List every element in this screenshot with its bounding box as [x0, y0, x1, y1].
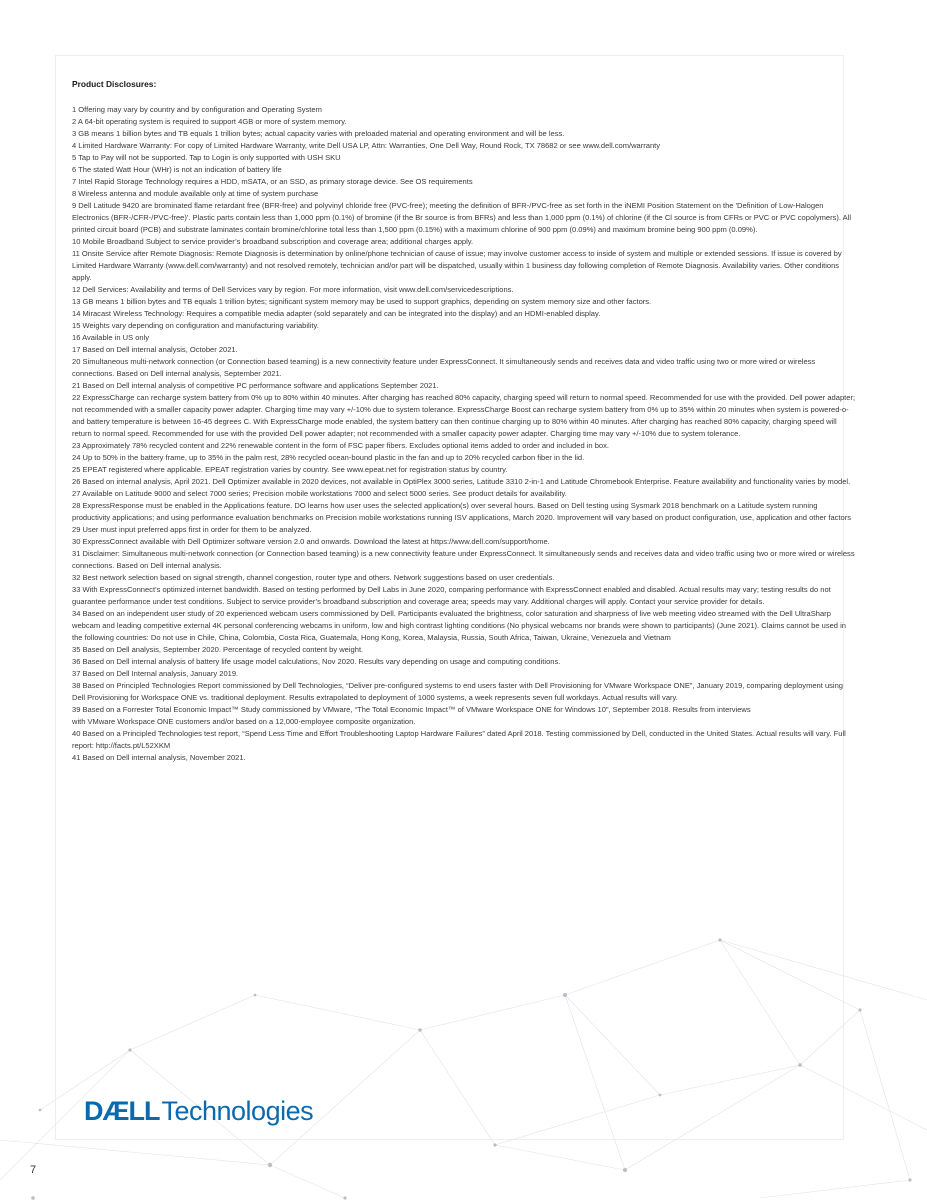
- disclosure-note: 11 Onsite Service after Remote Diagnosis: Remote Diagnosis is determination by online/phone technician of cause of issue; may involve customer access to inside of system and multiple or extended sessions. If issue is covered by Limited Hardware Warranty (www.dell.com/warranty) and not resolved remotely, technician and/or part will be dispatched, usually within 1 business day following completion of Remote Diagnosis. Availability varies. Other conditions apply.: [72, 249, 842, 282]
- disclosure-note: 14 Miracast Wireless Technology: Requires a compatible media adapter (sold separately and can be integrated into the display) and an HDMI-enabled display.: [72, 309, 601, 318]
- disclosure-note: 38 Based on Principled Technologies Report commissioned by Dell Technologies, “Deliver pre-configured systems to end users faster with Dell Provisioning for VMware Workspace ONE”, January 2019, comparing deployment using Dell Provisioning for Workspace ONE vs. traditional deployment. Results extrapolated to deployment of 1000 systems, a week represents seven full workdays. Actual results will vary.: [72, 681, 843, 702]
- disclosure-note: 15 Weights vary depending on configuration and manufacturing variability.: [72, 321, 319, 330]
- disclosure-note: 3 GB means 1 billion bytes and TB equals 1 trillion bytes; actual capacity varies with preloaded material and operating environment and will be less.: [72, 129, 565, 138]
- disclosures-list: [72, 104, 857, 764]
- disclosure-note: 2 A 64-bit operating system is required to support 4GB or more of system memory.: [72, 117, 347, 126]
- disclosure-note: 30 ExpressConnect available with Dell Optimizer software version 2.0 and onwards. Download the latest at https://www.dell.com/support/home.: [72, 537, 550, 546]
- dell-technologies-logo: [84, 1093, 313, 1129]
- disclosure-note: 16 Available in US only: [72, 333, 150, 342]
- disclosure-note: 20 Simultaneous multi-network connection (or Connection based teaming) is a new connectivity feature under ExpressConnect. It simultaneously sends and receives data and video traffic using two or more wired or wireless connections. Based on Dell internal analysis, September 2021.: [72, 357, 816, 378]
- disclosure-note: 33 With ExpressConnect’s optimized internet bandwidth. Based on testing performed by Dell Labs in June 2020, comparing performance with ExpressConnect enabled and disabled. Actual results may vary; testing results do not guarantee performance under test conditions. Subject to service provider’s broadband subscription and coverage area; speeds may vary. Additional charges will apply. Contact your service provider for details.: [72, 585, 831, 606]
- disclosure-note: 24 Up to 50% in the battery frame, up to 35% in the palm rest, 28% recycled ocean-bound plastic in the fan and up to 20% recycled carbon fiber in the lid.: [72, 453, 585, 462]
- disclosure-note: 41 Based on Dell internal analysis, November 2021.: [72, 753, 246, 762]
- logo-dell-wordmark: DÆLL: [84, 1095, 160, 1126]
- disclosure-note: 40 Based on a Principled Technologies test report, “Spend Less Time and Effort Troubleshooting Laptop Hardware Failures” dated April 2018. Testing commissioned by Dell, conducted in the United States. Actual results will vary. Full report: http://facts.pt/L52XKM: [72, 729, 846, 750]
- disclosure-note: 25 EPEAT registered where applicable. EPEAT registration varies by country. See www.epeat.net for registration status by country.: [72, 465, 508, 474]
- disclosure-note: 10 Mobile Broadband Subject to service provider’s broadband subscription and coverage area; additional charges apply.: [72, 237, 474, 246]
- disclosure-note: 1 Offering may vary by country and by configuration and Operating System: [72, 105, 322, 114]
- disclosure-note: 27 Available on Latitude 9000 and select 7000 series; Precision mobile workstations 7000 and select 5000 series. See product details for availability.: [72, 489, 567, 498]
- disclosure-note: 13 GB means 1 billion bytes and TB equals 1 trillion bytes; significant system memory may be used to support graphics, depending on system memory size and other factors.: [72, 297, 652, 306]
- disclosure-note: 29 User must input preferred apps first in order for them to be analyzed.: [72, 525, 312, 534]
- disclosure-note: 17 Based on Dell internal analysis, October 2021.: [72, 345, 238, 354]
- disclosure-note: 37 Based on Dell Internal analysis, January 2019.: [72, 669, 239, 678]
- network-background-graphic: [0, 880, 927, 1200]
- page-number: 7: [30, 1164, 37, 1176]
- logo-technologies-wordmark: Technologies: [161, 1095, 314, 1126]
- disclosure-note: 35 Based on Dell analysis, September 2020. Percentage of recycled content by weight.: [72, 645, 364, 654]
- disclosure-note: 28 ExpressResponse must be enabled in the Applications feature. DO learns how user uses the selected application(s) over several hours. Based on Dell testing using Sysmark 2018 benchmark on a Latitude system running productivity applications; and using performance evaluation benchmarks on Precision mobile workstations running ISV applications, March 2020. Improvement will vary based on product configuration, use, application and other factors: [72, 501, 852, 522]
- disclosure-note: 23 Approximately 78% recycled content and 22% renewable content in the form of FSC paper fibers. Excludes optional items added to order and included in box.: [72, 441, 609, 450]
- disclosure-note: with VMware Workspace ONE customers and/or based on a 12,000-employee composite organization.: [72, 717, 416, 726]
- product-disclosures: [72, 79, 857, 764]
- disclosure-note: 34 Based on an independent user study of 20 experienced webcam users commissioned by Dell. Participants evaluated the brightness, color saturation and sharpness of live web meeting video streamed with the Dell UltraSharp webcam and leading competitive external 4K personal conferencing webcams in uniform, low and high contrast lighting conditions (No physical webcams nor brands were shown to participants) (June 2021). Claims cannot be used in the following countries: Do not use in Chile, China, Colombia, Costa Rica, Guatemala, Hong Kong, Korea, Malaysia, Russia, South Africa, Taiwan, Ukraine, Venezuela and Vietnam: [72, 609, 846, 642]
- disclosure-note: 26 Based on internal analysis, April 2021. Dell Optimizer available in 2020 devices, not available in OptiPlex 3000 series, Latitude 3310 2-in-1 and Latitude Chromebook Enterprise. Feature availability and functionality varies by model.: [72, 477, 851, 486]
- disclosure-note: 4 Limited Hardware Warranty: For copy of Limited Hardware Warranty, write Dell USA LP, Attn: Warranties, One Dell Way, Round Rock, TX 78682 or see www.dell.com/warranty: [72, 141, 661, 150]
- disclosure-note: 9 Dell Latitude 9420 are brominated flame retardant free (BFR-free) and polyvinyl chloride free (PVC-free); meeting the definition of BFR-/PVC-free as set forth in the iNEMI Position Statement on the 'Definition of Low-Halogen Electronics (BFR-/CFR-/PVC-free)'. Plastic parts contain less than 1,000 ppm (0.1%) of bromine (if the Br source is from BFRs) and less than 1,000 ppm (0.1%) of chlorine (if the Cl source is from CFRs or PVC or PVC copolymers). All printed circuit board (PCB) and substrate laminates contain bromine/chlorine total less than 1,500 ppm (0.15%) with a maximum chlorine of 900 ppm (0.09%) and maximum bromine being 900 ppm (0.09%).: [72, 201, 852, 234]
- disclosure-note: 22 ExpressCharge can recharge system battery from 0% up to 80% within 40 minutes. After charging has reached 80% capacity, charging speed will return to normal speed. Recommended for use with the provided. Dell power adapter; not recommended with a smaller capacity power adapter. Charging time may vary +/-10% due to system tolerance. ExpressCharge Boost can recharge system battery from 0% up to 35% within 20 minutes when system is powered-o- and battery temperature is between 16-45 degrees C. With ExpressCharge mode enabled, the system battery can then continue charging up to 80% within 40 minutes. After charging has reached 80% capacity, charging speed will return to normal speed. Recommended for use with the provided Dell power adapter; not recommended with a smaller capacity power adapter. Charging time may vary +/-10% due to system tolerance.: [72, 393, 856, 438]
- disclosure-note: 39 Based on a Forrester Total Economic Impact™ Study commissioned by VMware, “The Total Economic Impact™ of VMware Workspace ONE for Windows 10”, September 2018. Results from interviews: [72, 705, 751, 714]
- disclosure-note: 7 Intel Rapid Storage Technology requires a HDD, mSATA, or an SSD, as primary storage device. See OS requirements: [72, 177, 473, 186]
- disclosure-note: 12 Dell Services: Availability and terms of Dell Services vary by region. For more information, visit www.dell.com/servicedescriptions.: [72, 285, 514, 294]
- disclosure-note: 8 Wireless antenna and module available only at time of system purchase: [72, 189, 319, 198]
- disclosure-note: 36 Based on Dell internal analysis of battery life usage model calculations, Nov 2020. Results vary depending on usage and computing conditions.: [72, 657, 561, 666]
- disclosure-note: 31 Disclaimer: Simultaneous multi-network connection (or Connection based teaming) is a new connectivity feature under ExpressConnect. It simultaneously sends and receives data and video traffic using two or more wired or wireless connections. Based on Dell internal analysis.: [72, 549, 855, 570]
- disclosure-note: 5 Tap to Pay will not be supported. Tap to Login is only supported with USH SKU: [72, 153, 341, 162]
- disclosures-heading: Product Disclosures:: [72, 79, 157, 89]
- disclosure-note: 6 The stated Watt Hour (WHr) is not an indication of battery life: [72, 165, 282, 174]
- disclosure-note: 21 Based on Dell internal analysis of competitive PC performance software and applications September 2021.: [72, 381, 439, 390]
- disclosure-note: 32 Best network selection based on signal strength, channel congestion, router type and others. Network suggestions based on user credentials.: [72, 573, 555, 582]
